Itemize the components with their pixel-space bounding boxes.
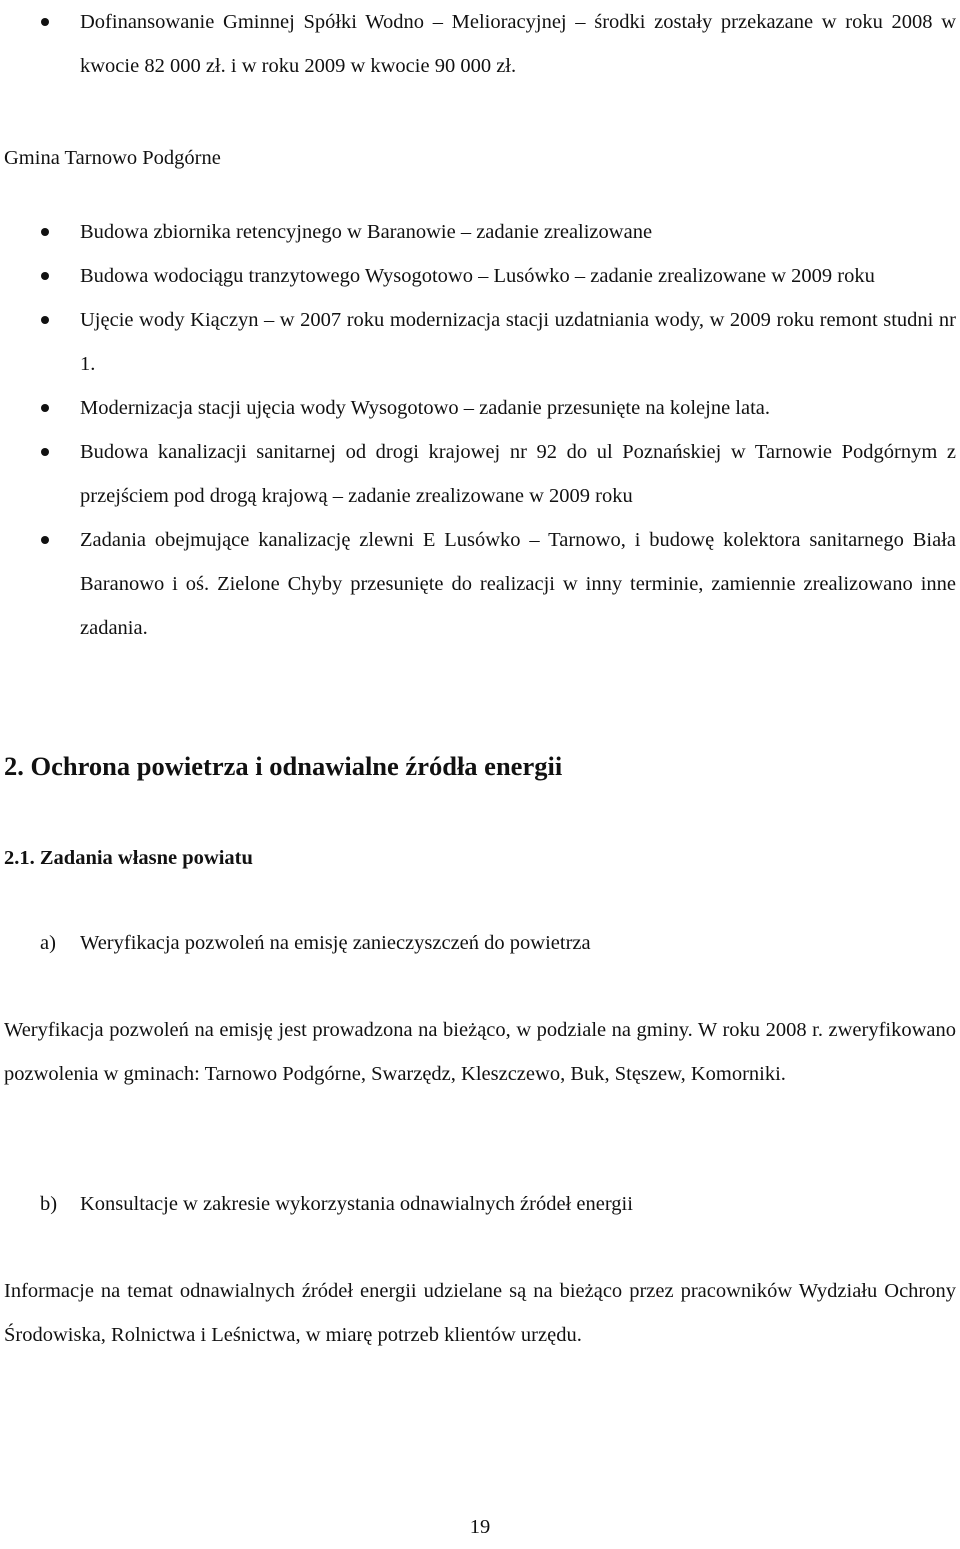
- body-paragraph: Weryfikacja pozwoleń na emisję jest prowadzona na bieżąco, w podziale na gminy. W roku 2008 r. zweryfikowano pozwolenia w gminach: Tarnowo Podgórne, Swarzędz, Kleszczewo, Buk, Stęszew, Komorniki.: [4, 1019, 956, 1085]
- bullet-icon: [41, 404, 49, 412]
- list-item-text: Budowa zbiornika retencyjnego w Baranowie – zadanie zrealizowane: [80, 221, 653, 243]
- lettered-item-text: Weryfikacja pozwoleń na emisję zanieczyszczeń do powietrza: [80, 932, 591, 954]
- list-marker: a): [40, 932, 56, 954]
- section-heading: 2. Ochrona powietrza i odnawialne źródła energii: [4, 751, 563, 781]
- list-item-text: Budowa wodociągu tranzytowego Wysogotowo – Lusówko – zadanie zrealizowane w 2009 roku: [80, 265, 875, 287]
- lettered-item-text: Konsultacje w zakresie wykorzystania odnawialnych źródeł energii: [80, 1193, 633, 1215]
- list-marker: b): [40, 1193, 58, 1215]
- bullet-icon: [41, 228, 49, 236]
- bullet-icon: [41, 18, 49, 26]
- funding-bullet-list: [0, 0, 960, 88]
- bullet-icon: [41, 272, 49, 280]
- bullet-icon: [41, 316, 49, 324]
- lettered-item-b: [0, 1182, 960, 1226]
- gmina-heading: Gmina Tarnowo Podgórne: [4, 147, 221, 169]
- list-item: [0, 0, 960, 88]
- list-item-text: Dofinansowanie Gminnej Spółki Wodno – Melioracyjnej – środki zostały przekazane w roku 2008 w kwocie 82 000 zł. i w roku 2009 w kwocie 90 000 zł.: [80, 11, 956, 77]
- list-item-text: Ujęcie wody Kiączyn – w 2007 roku modernizacja stacji uzdatniania wody, w 2009 roku remont studni nr 1.: [80, 309, 956, 375]
- list-item: [0, 254, 960, 298]
- gmina-tasks-bullet-list: [0, 210, 960, 650]
- list-item-text: Zadania obejmujące kanalizację zlewni E Lusówko – Tarnowo, i budowę kolektora sanitarnego Biała Baranowo i oś. Zielone Chyby przesunięte do realizacji w inny terminie, zamiennie zrealizowano inne zadania.: [80, 529, 956, 639]
- list-item: [0, 298, 960, 386]
- lettered-item-a: [0, 921, 960, 965]
- list-item: [0, 386, 960, 430]
- bullet-icon: [41, 448, 49, 456]
- body-paragraph: Informacje na temat odnawialnych źródeł energii udzielane są na bieżąco przez pracowników Wydziału Ochrony Środowiska, Rolnictwa i Leśnictwa, w miarę potrzeb klientów urzędu.: [4, 1280, 956, 1346]
- bullet-icon: [41, 536, 49, 544]
- page-number: 19: [469, 1516, 491, 1538]
- list-item: [0, 210, 960, 254]
- subsection-heading: 2.1. Zadania własne powiatu: [4, 847, 253, 869]
- list-item-text: Budowa kanalizacji sanitarnej od drogi krajowej nr 92 do ul Poznańskiej w Tarnowie Podgórnym z przejściem pod drogą krajową – zadanie zrealizowane w 2009 roku: [80, 441, 956, 507]
- list-item-text: Modernizacja stacji ujęcia wody Wysogotowo – zadanie przesunięte na kolejne lata.: [80, 397, 771, 419]
- list-item: [0, 430, 960, 518]
- list-item: [0, 518, 960, 650]
